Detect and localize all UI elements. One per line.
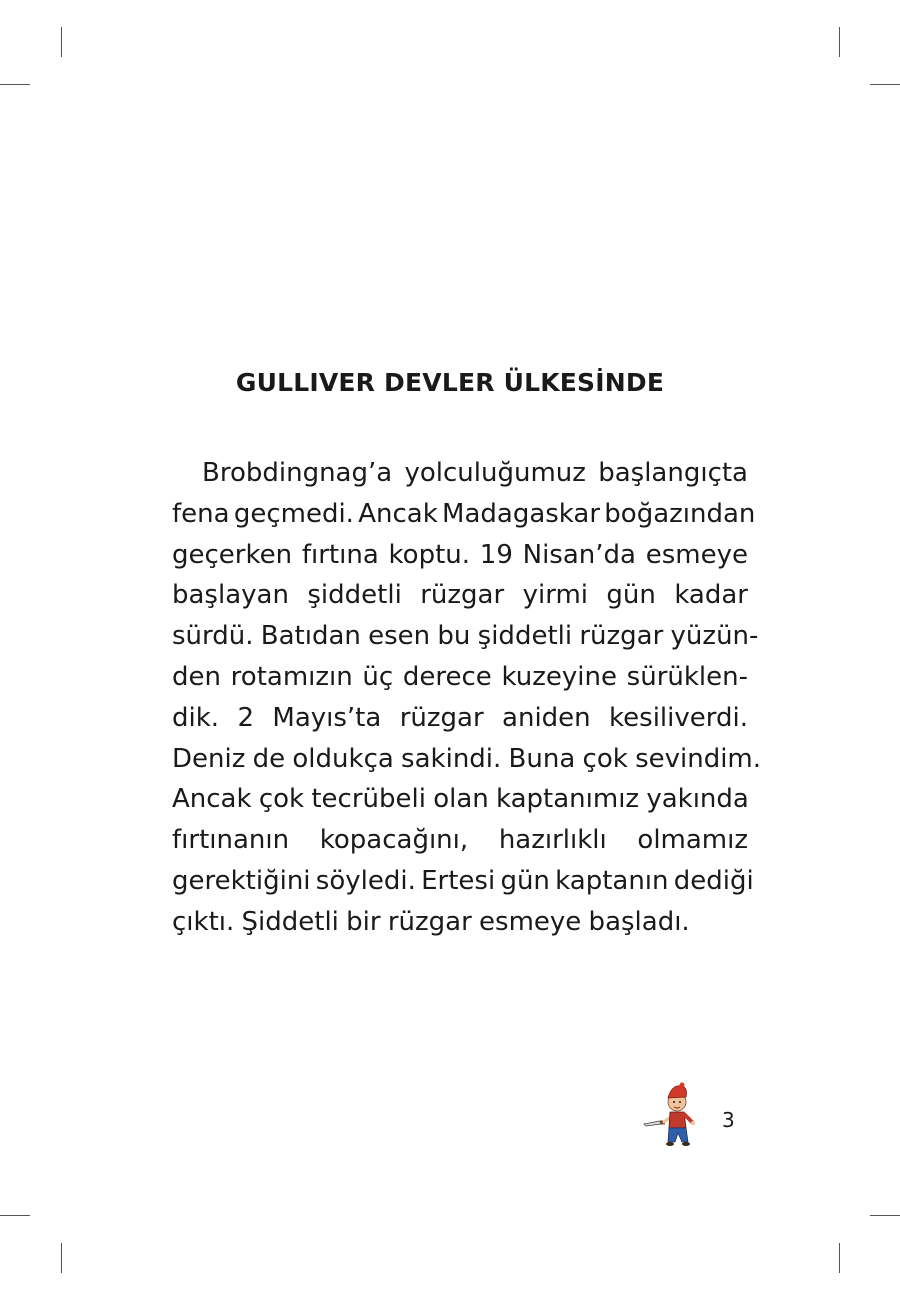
crop-mark-bottom-right-vertical [839,1243,840,1273]
paragraph-line: Brobdingnag’a yolculuğumuz başlangıçta [202,458,748,488]
paragraph-line: Deniz de oldukça sakindi. Buna çok sevindim. [172,743,762,774]
paragraph-line: başlayan şiddetli rüzgar yirmi gün kadar [172,580,748,611]
cartoon-sailor-with-knife-icon [642,1078,702,1150]
paragraph-line: gerektiğini söyledi. Ertesi gün kaptanın dediği [172,865,754,896]
crop-mark-top-left-horizontal [0,84,30,85]
paragraph-line: den rotamızın üç derece kuzeyine sürüklen- [172,661,748,692]
crop-mark-top-left-vertical [61,27,62,57]
crop-mark-bottom-left-vertical [61,1243,62,1273]
crop-mark-bottom-left-horizontal [0,1215,30,1216]
paragraph-line: dik. 2 Mayıs’ta rüzgar aniden kesiliverdi. [172,702,748,733]
paragraph-line: fena geçmedi. Ancak Madagaskar boğazından [172,498,756,529]
paragraph-line: çıktı. Şiddetli bir rüzgar esmeye başladı. [172,906,690,937]
paragraph-line: Ancak çok tecrübeli olan kaptanımız yakında [172,784,749,815]
crop-mark-bottom-right-horizontal [870,1215,900,1216]
paragraph-line: fırtınanın kopacağını, hazırlıklı olmamız [172,825,748,856]
chapter-title: GULLIVER DEVLER ÜLKESİNDE [235,368,665,397]
crop-mark-top-right-horizontal [870,84,900,85]
paragraph-line: geçerken fırtına koptu. 19 Nisan’da esmeye [172,539,748,570]
story-paragraph [172,453,762,943]
paragraph-line: sürdü. Batıdan esen bu şiddetli rüzgar yüzün- [172,621,759,652]
page-number: 3 [722,1108,735,1132]
crop-mark-top-right-vertical [839,27,840,57]
